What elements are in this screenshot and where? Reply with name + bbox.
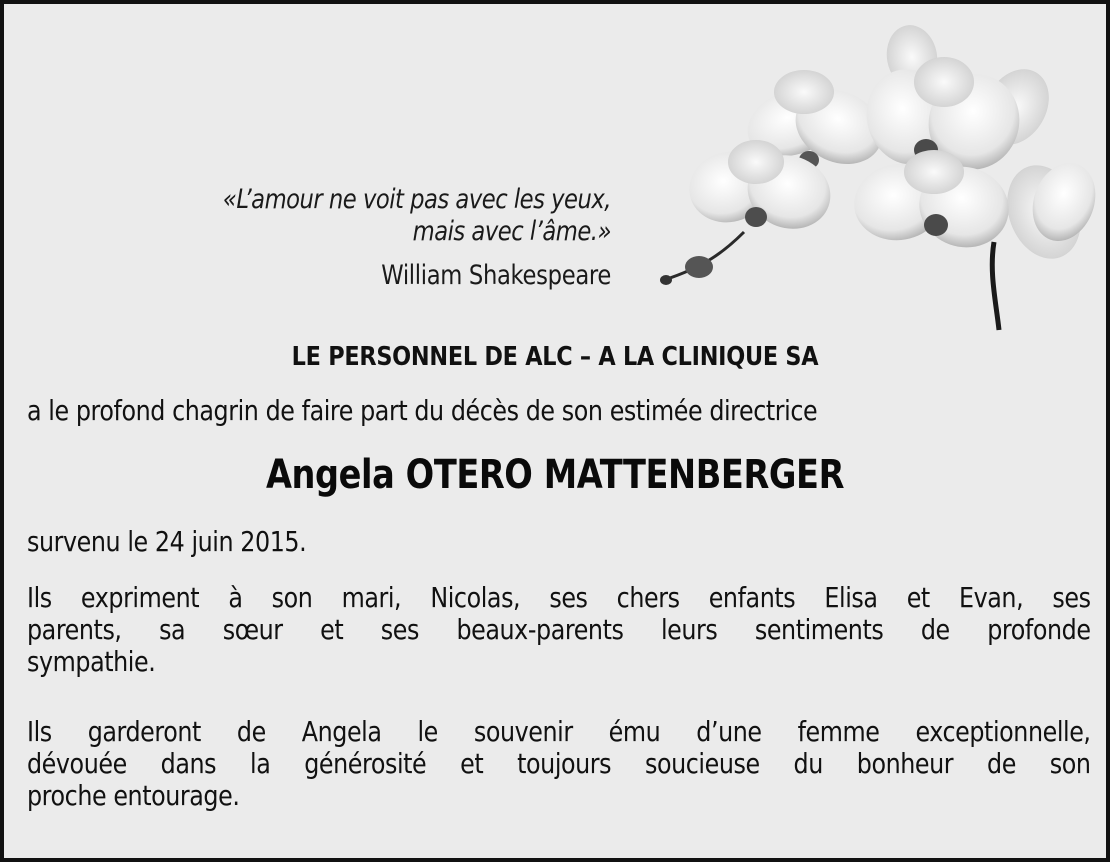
paragraph-line: dévouée dans la générosité et toujours soucieuse du bonheur de son xyxy=(27,747,1091,780)
date-line-paragraph xyxy=(27,526,1091,558)
orchid-flowers-illustration xyxy=(644,12,1110,342)
paragraph-line: Ils garderont de Angela le souvenir ému d’une femme exceptionnelle, xyxy=(27,715,1091,748)
paragraph-line: sympathie. xyxy=(27,645,156,678)
announcement-text: a le profond chagrin de faire part du décès de son estimée directrice xyxy=(27,394,818,427)
quote-line: mais avec l’âme.» xyxy=(412,216,611,247)
quote-line: «L’amour ne voit pas avec les yeux, xyxy=(222,184,611,215)
paragraph-line: Ils expriment à son mari, Nicolas, ses chers enfants Elisa et Evan, ses xyxy=(27,581,1091,614)
organization-heading: LE PERSONNEL DE ALC – A LA CLINIQUE SA xyxy=(291,342,819,372)
date-line: survenu le 24 juin 2015. xyxy=(27,525,307,558)
condolences-paragraph xyxy=(27,582,1091,678)
quote-block xyxy=(51,184,611,292)
deceased-name: Angela OTERO MATTENBERGER xyxy=(265,452,845,498)
memory-paragraph xyxy=(27,716,1091,812)
paragraph-line: parents, sa sœur et ses beaux-parents leurs sentiments de profonde xyxy=(27,613,1091,646)
quote-author: William Shakespeare xyxy=(381,260,611,291)
paragraph-line: proche entourage. xyxy=(27,779,240,812)
